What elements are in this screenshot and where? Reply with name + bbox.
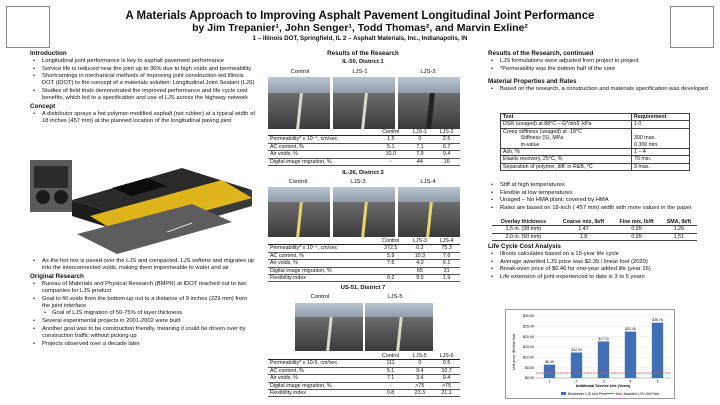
table-row	[268, 136, 460, 143]
table-cell: LJS-6	[433, 353, 460, 360]
table-cell: LJS-4	[433, 238, 460, 245]
table-cell: >75	[433, 382, 460, 389]
table-row	[268, 360, 460, 367]
road-photo	[333, 187, 395, 237]
table-cell: 0.95	[612, 226, 661, 233]
table-cell: 0.4	[433, 375, 460, 382]
table-cell: 2.0 in. (50 mm)	[492, 233, 555, 240]
list-item: • A distributor sprays a hot polymer-modified asphalt (not rubber) at a typical width of 18 inches (457 mm) at the planned location of the longitudinal paving joint	[30, 111, 255, 125]
table-cell: Coarse mix, lb/ft	[555, 219, 613, 226]
table-cell: Control	[375, 238, 407, 245]
left-column	[30, 50, 255, 126]
table-row	[501, 163, 690, 170]
results-table-us51	[268, 353, 460, 397]
x-tick-label: 5	[656, 379, 659, 384]
table-row	[501, 156, 690, 163]
table-cell: Separation of polymer, diff. in R&B, °C	[501, 163, 632, 170]
table-cell: LJS-3	[407, 238, 434, 245]
table-cell	[268, 129, 375, 136]
legend-swatch-bar	[561, 392, 566, 395]
results-cont-heading: Results of the Research, continued	[488, 50, 594, 57]
y-tick-label: $10.00	[523, 355, 534, 360]
table-cell: 23.3	[406, 390, 433, 397]
table-cell: 10.7	[433, 367, 460, 374]
table-cell: Flexibility index	[268, 275, 375, 282]
table-cell: 70 min.	[632, 156, 690, 163]
data-label: $12.34	[571, 347, 582, 352]
table-cell: SMA, lb/ft	[661, 219, 697, 226]
table-row	[268, 382, 460, 389]
table-cell: 1.5 in. (38 mm)	[492, 226, 555, 233]
table-row	[268, 275, 460, 282]
table-cell: 1.51	[661, 233, 697, 240]
table-row	[492, 233, 697, 240]
table-cell: 10.3	[407, 252, 434, 259]
table-cell: Requirement	[632, 114, 690, 121]
photo-caption: Control	[290, 69, 310, 75]
table-cell: AC content, %	[268, 252, 375, 259]
rates-table	[492, 219, 697, 241]
table-cell: 0.2	[407, 245, 434, 252]
y-tick-label: $5.00	[525, 365, 534, 370]
poster-title: A Materials Approach to Improving Asphalt Pavement Longitudinal Joint Performance	[125, 10, 595, 22]
table-row	[268, 267, 460, 274]
table-cell: 111	[375, 360, 407, 367]
table-cell: 5.1	[375, 367, 407, 374]
table-cell: Control	[375, 353, 407, 360]
x-tick-label: 4	[629, 379, 632, 384]
origin-list	[30, 281, 255, 348]
left-column-lower	[30, 258, 255, 348]
list-item: • Rates are based on 18-inch ( 457 mm) width with more values in the paper	[488, 205, 713, 212]
results-cont-list	[488, 58, 713, 73]
road-photo	[398, 187, 460, 237]
road-photo	[268, 77, 330, 129]
table-cell: 1.0	[632, 121, 690, 128]
intro-list	[30, 58, 255, 102]
table-cell: Ash, %	[501, 149, 632, 156]
table-cell: 0.95	[612, 233, 661, 240]
concept-heading: Concept	[30, 102, 56, 110]
table-cell: 0	[407, 136, 434, 143]
road-photo	[333, 77, 395, 129]
table-cell: DSR (unaged) at 88°C – G*/sinδ ,kPa	[501, 121, 632, 128]
table-cell: LJS-1	[407, 129, 434, 136]
table-cell: Creep stiffness (unaged) at -18°C Stiffness (S), MPa m-value	[501, 128, 632, 148]
table-cell: 0.8	[375, 390, 407, 397]
table-row	[268, 260, 460, 267]
chart-bar	[571, 352, 582, 378]
photo-caption: LJS-3	[350, 179, 366, 185]
table-row	[501, 128, 690, 148]
chart-bar	[625, 332, 636, 378]
table-cell: 1.47	[555, 226, 613, 233]
section-title: US-51, District 7	[340, 285, 386, 291]
table-cell: Fine mix, lb/ft	[612, 219, 661, 226]
table-row	[268, 245, 460, 252]
table-cell: Permeability* x 10⁻⁵, cm/sec	[268, 136, 375, 143]
table-cell: 5.9	[375, 252, 407, 259]
table-cell: 4.0	[407, 260, 434, 267]
lcc-chart	[505, 309, 675, 399]
props-heading: Material Properties and Rates	[488, 77, 577, 85]
list-item: • Illinois calculates based on a 15-year life cycle	[488, 251, 713, 258]
photo-caption: LJS-5	[387, 294, 403, 300]
list-item: • Break-even price of $6.46 for one-year added life (year 16)	[488, 266, 713, 273]
list-item: • Stiff at high temperatures	[488, 182, 713, 189]
table-cell: AC content, %	[268, 367, 375, 374]
table-cell: 7.9	[407, 151, 434, 158]
section-title: IL-26, District 2	[342, 170, 384, 176]
x-tick-label: 3	[602, 379, 605, 384]
table-cell: 1.9	[433, 275, 460, 282]
table-cell: Air voids, %	[268, 151, 375, 158]
table-cell: Permeability* x 10-5, cm/sec	[268, 360, 375, 367]
y-tick-label: $20.00	[523, 334, 534, 339]
table-row	[268, 390, 460, 397]
table-row	[268, 367, 460, 374]
table-header-row	[268, 238, 460, 245]
table-row	[268, 143, 460, 150]
list-item: • Unaged – No HMA plant; covered by HMA	[488, 197, 713, 204]
width-label: 18"	[178, 237, 190, 246]
y-tick-label: $0.00	[525, 376, 534, 381]
section-title: IL-50, District 1	[342, 59, 384, 65]
data-label: $22.46	[625, 327, 636, 332]
table-cell: 75.3	[433, 245, 460, 252]
table-cell: Test	[501, 114, 632, 121]
table-cell: LJS-5	[406, 353, 433, 360]
photo-caption: LJS-1	[352, 69, 368, 75]
chart-bar	[652, 323, 663, 378]
props-list-2	[488, 182, 713, 212]
road-photo	[365, 303, 433, 351]
table-row	[501, 121, 690, 128]
table-cell: 7.1	[375, 375, 407, 382]
table-cell: 5.1	[375, 143, 407, 150]
table-cell: 9.4	[406, 367, 433, 374]
lcc-list	[488, 251, 713, 281]
props-list-2-wrap	[488, 182, 713, 213]
table-row	[501, 149, 690, 156]
road-photo	[398, 77, 460, 129]
table-header-row	[501, 114, 690, 121]
poster-affiliations: 1 – Illinois DOT, Springfield, IL 2 – Asphalt Materials, Inc., Indianapolis, IN	[252, 35, 468, 42]
road-photo	[295, 303, 363, 351]
table-row	[268, 151, 460, 158]
table-cell: 1.8	[555, 233, 613, 240]
props-list	[488, 86, 713, 93]
list-item: • Shortcomings in mechanical methods of improving joint construction led Illinois DOT (IDOT) to the concept of a materials solution: Longitudinal Joint Sealant (LJS)	[30, 73, 255, 87]
list-item: • Bureau of Materials and Physical Research (BMPR) at IDOT reached out to two companies for LJS product	[30, 281, 255, 295]
table-cell: 1.26	[661, 226, 697, 233]
legend-label: Ave. Awarded LJS Unit Price	[616, 392, 660, 396]
concept-list-2	[30, 258, 255, 272]
table-cell: Flexibility index	[268, 390, 375, 397]
table-cell: 3.4	[406, 375, 433, 382]
list-item: • Studies of field trials demonstrated the improved performance and life cycle cost benefits, which led to a specification and use of LJS across the highway network	[30, 88, 255, 102]
list-item: • LJS formulations were adjusted from project to project	[488, 58, 713, 65]
table-row	[268, 375, 460, 382]
y-axis-label: Unit price, $/linear foot	[512, 334, 516, 370]
table-cell	[268, 238, 375, 245]
photo-caption: Control	[310, 294, 330, 300]
table-cell: 7.6	[433, 252, 460, 259]
list-item: • *Permeability was the bottom half of the core	[488, 66, 713, 73]
table-cell: 9.4	[433, 151, 460, 158]
table-cell: 65	[407, 267, 434, 274]
concept-list	[30, 111, 255, 125]
table-cell: 6.1	[433, 260, 460, 267]
list-item: • Longitudinal joint performance is key to asphalt pavement performance	[30, 58, 255, 65]
table-cell: 0.5	[433, 360, 460, 367]
data-label: $17.70	[598, 336, 609, 341]
table-cell: 300 max. 0.300 min.	[632, 128, 690, 148]
table-cell: 0	[406, 360, 433, 367]
photo-caption: Control	[288, 179, 308, 185]
ljs-layer-diagram	[72, 160, 252, 258]
table-cell: Overlay thickness	[492, 219, 555, 226]
table-cell: Digital image migration, %	[268, 382, 375, 389]
table-cell: -	[375, 158, 407, 165]
table-cell: 7.1	[407, 143, 434, 150]
requirements-table	[500, 113, 690, 171]
table-cell: Control	[375, 129, 407, 136]
y-tick-label: $30.00	[523, 314, 534, 319]
table-cell: 31	[433, 267, 460, 274]
table-cell: Elastic recovery, 25°C, %	[501, 156, 632, 163]
list-item: • Goal of LJS migration of 50-75% of layer thickness	[30, 310, 255, 317]
list-item: • Service life is reduced near the joint up to 36% due to high voids and permeability	[30, 66, 255, 73]
road-photo	[268, 187, 330, 237]
table-cell	[375, 267, 407, 274]
lcc-section	[488, 243, 713, 282]
table-cell: 3 max.	[632, 163, 690, 170]
table-cell: AC content, %	[268, 143, 375, 150]
list-item: • Projects observed over a decade later	[30, 341, 255, 348]
distributor-photo	[30, 160, 72, 212]
table-row	[268, 252, 460, 259]
table-header-row	[492, 219, 697, 226]
table-cell: Air voids, %	[268, 375, 375, 382]
intro-heading: Introduction	[30, 50, 67, 57]
chart-bar	[544, 365, 555, 378]
table-cell: Air voids, %	[268, 260, 375, 267]
list-item: • Flexible at low temperatures	[488, 190, 713, 197]
table-header-row	[268, 353, 460, 360]
chart-bar	[598, 341, 609, 378]
photo-caption: LJS-4	[420, 179, 436, 185]
list-item: • Average awarded LJS price was $2.39 / linear foot (2020)	[488, 259, 713, 266]
table-cell: 44	[407, 158, 434, 165]
table-cell: LJS-2	[433, 129, 460, 136]
list-item: • Based on the research, a construction and materials specification was developed	[488, 86, 713, 93]
results-table-il26	[268, 238, 460, 282]
y-tick-label: $25.00	[523, 324, 534, 329]
table-cell: 0.2	[375, 275, 407, 282]
table-cell: 16	[433, 158, 460, 165]
table-cell: 6.7	[433, 143, 460, 150]
table-cell: >75	[406, 382, 433, 389]
results-table-il50	[268, 129, 460, 166]
list-item: • As the hot mix is paved over the LJS and compacted, LJS softens and migrates up into the interconnected voids, making them impermeable to water and air	[30, 258, 255, 272]
table-cell: 1.5	[375, 136, 407, 143]
table-cell: Permeability* x 10⁻⁵, cm/sec	[268, 245, 375, 252]
table-cell: 1 – 4	[632, 149, 690, 156]
y-tick-label: $15.00	[523, 345, 534, 350]
list-item: • Goal to fill voids from the bottom-up out to a distance of 9 inches (229 mm) from the joint interface	[30, 296, 255, 310]
right-column	[488, 50, 713, 93]
x-tick-label: 2	[575, 379, 578, 384]
table-cell: 10.0	[375, 151, 407, 158]
table-cell	[268, 353, 375, 360]
photo-caption: LJS-2	[420, 69, 436, 75]
results-heading: Results of the Research	[327, 50, 399, 57]
table-cell: Digital image migration, %	[268, 267, 375, 274]
table-cell: 2.5	[433, 136, 460, 143]
list-item: • Life extension of joint experienced to date is 3 to 5 years	[488, 274, 713, 281]
origin-heading: Original Research	[30, 272, 84, 280]
x-axis-label: Additional Service Life (Years)	[575, 384, 631, 388]
table-cell: 21.1	[433, 390, 460, 397]
list-item: • Several experimental projects in 2001-2002 were built	[30, 318, 255, 325]
table-cell: Digital image migration, %	[268, 158, 375, 165]
table-row	[268, 158, 460, 165]
data-label: $26.76	[652, 318, 663, 323]
poster-authors: by Jim Trepanier¹, John Senger¹, Todd Thomas², and Marvin Exline²	[192, 22, 528, 34]
table-header-row	[268, 129, 460, 136]
table-cell: 7.6	[375, 260, 407, 267]
data-label: $6.46	[545, 360, 554, 365]
legend-label: Breakeven LJS Unit Price	[568, 392, 607, 396]
x-tick-label: 1	[548, 379, 551, 384]
lcc-heading: Life Cycle Cost Analysis	[488, 243, 561, 250]
table-row	[492, 226, 697, 233]
table-cell: -	[375, 382, 407, 389]
list-item: • Another goal was to be construction friendly, meaning it could be driven over by construction traffic without picking up	[30, 326, 255, 340]
table-cell: 9.0	[407, 275, 434, 282]
table-cell: 372.5	[375, 245, 407, 252]
